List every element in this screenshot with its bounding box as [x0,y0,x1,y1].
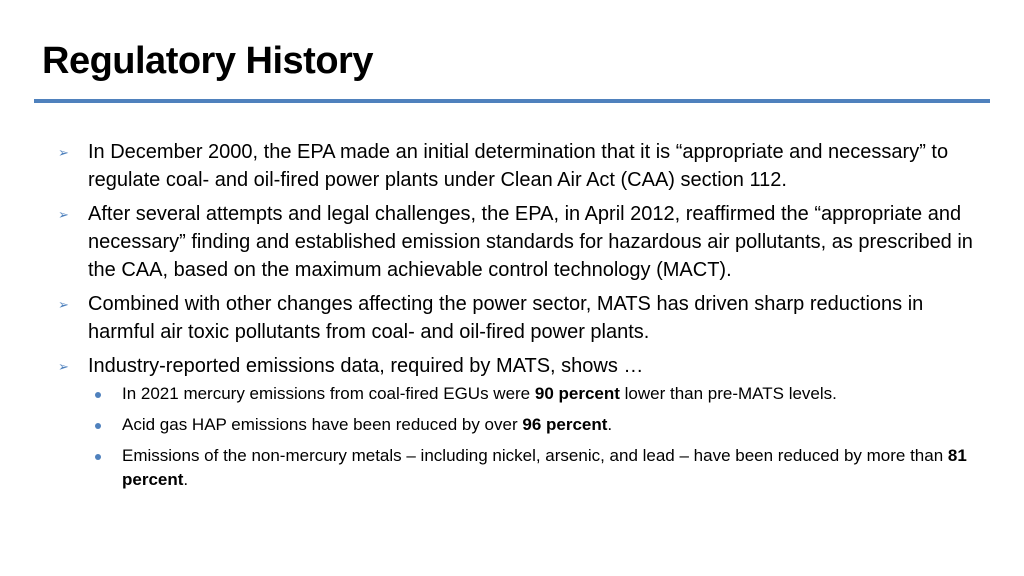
sub-list-item [88,413,978,437]
sub-text-post: lower than pre-MATS levels. [619,384,837,403]
dot-bullet-icon [95,423,101,429]
bullet-text: Industry-reported emissions data, required by MATS, shows … [88,355,644,377]
title-divider [34,99,990,103]
bullet-list [58,138,978,499]
sub-text-post: . [607,415,613,434]
bullet-text: Combined with other changes affecting the power sector, MATS has driven sharp reductions in harmful air toxic pollutants from coal- and oil-fired power plants. [88,293,924,343]
arrow-bullet-icon: ➢ [58,145,69,160]
sub-list-item [88,382,978,406]
bullet-text: After several attempts and legal challenges, the EPA, in April 2012, reaffirmed the “appropriate and necessary” finding and established emission standards for hazardous air pollutants, as prescribed in the CAA, based on the maximum achievable control technology (MACT). [88,203,973,281]
dot-bullet-icon [95,454,101,460]
sub-text-pre: Acid gas HAP emissions have been reduced by over [122,415,523,434]
sub-text-pre: Emissions of the non-mercury metals – including nickel, arsenic, and lead – have been reduced by more than [122,446,948,465]
sub-bullet-list [88,382,978,492]
list-item [58,200,978,284]
sub-list-item [88,444,978,492]
list-item [58,290,978,346]
sub-text-pre: In 2021 mercury emissions from coal-fired EGUs were [122,384,535,403]
sub-text-bold: 96 percent [522,415,608,434]
sub-text-post: . [183,470,189,489]
list-item [58,352,978,492]
arrow-bullet-icon: ➢ [58,359,69,374]
dot-bullet-icon [95,392,101,398]
arrow-bullet-icon: ➢ [58,207,69,222]
sub-text-bold: 90 percent [534,384,620,403]
arrow-bullet-icon: ➢ [58,297,69,312]
page-title: Regulatory History [42,40,373,82]
list-item [58,138,978,194]
bullet-text: In December 2000, the EPA made an initial determination that it is “appropriate and necessary” to regulate coal- and oil-fired power plants under Clean Air Act (CAA) section 112. [88,141,949,191]
sub-text-bold: 81 percent [122,446,967,489]
